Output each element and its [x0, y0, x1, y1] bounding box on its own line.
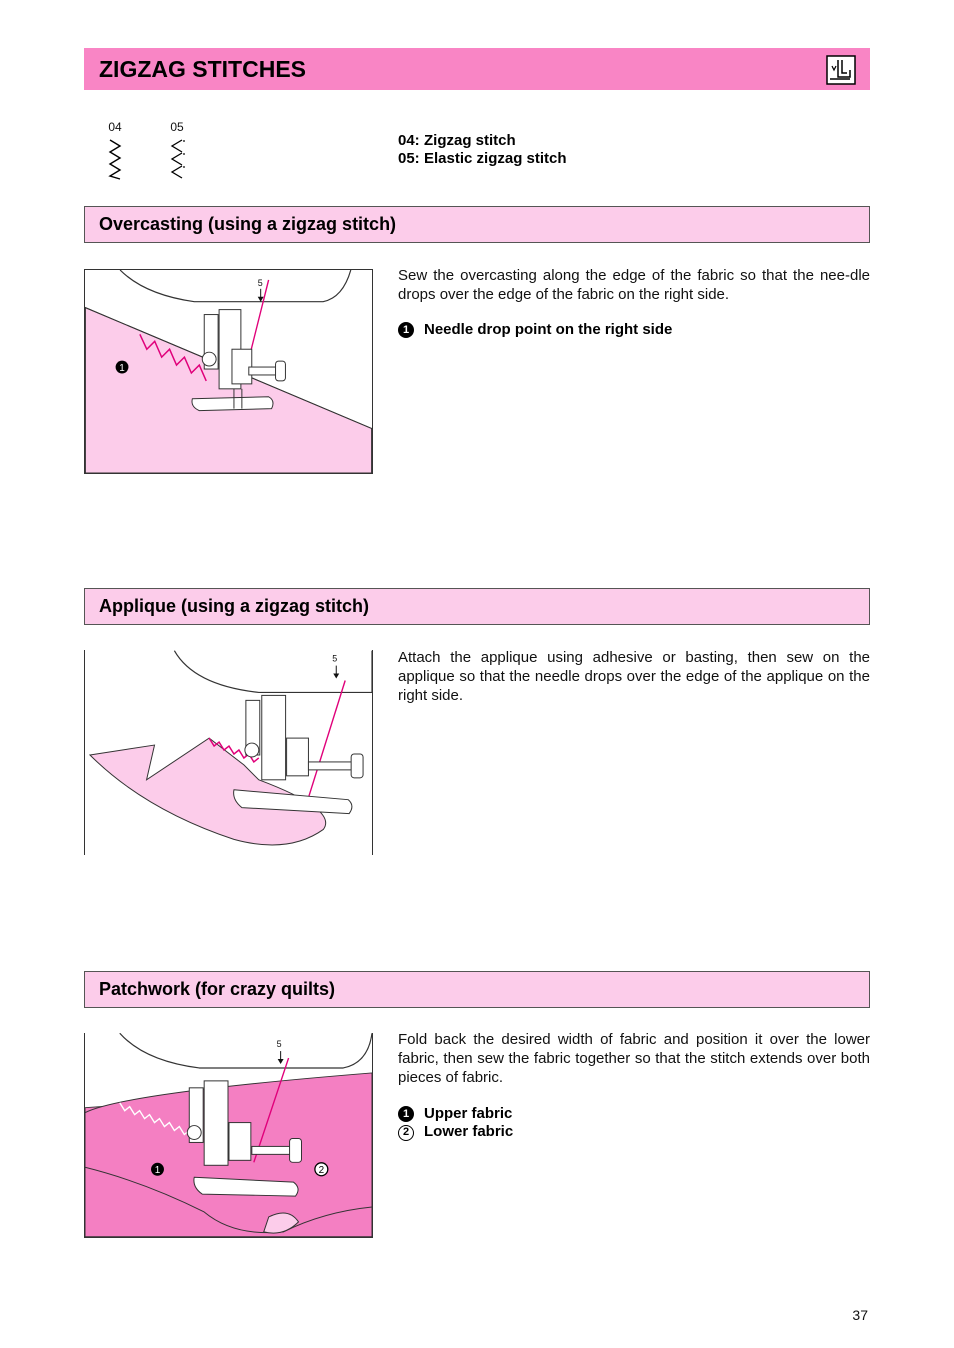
- section-heading-applique: [84, 588, 870, 625]
- overcasting-illustration: [84, 269, 373, 474]
- callout-number: 1: [398, 322, 414, 338]
- page-title: ZIGZAG STITCHES: [99, 56, 306, 82]
- page-number: 37: [852, 1307, 868, 1323]
- stitch-04: [100, 120, 130, 180]
- zigzag-stitch-icon: [107, 138, 123, 180]
- stitch-05: [162, 120, 192, 180]
- stitch-number: 04: [108, 120, 122, 134]
- callout-2-marker: 2: [318, 1165, 325, 1177]
- callout-needle-drop: [398, 321, 672, 338]
- section-title: Overcasting (using a zigzag stitch): [99, 214, 397, 234]
- stitch-number: 05: [170, 120, 184, 134]
- legend-label: Zigzag stitch: [424, 132, 516, 149]
- legend-code: 05:: [398, 150, 420, 167]
- callout-upper-fabric: [398, 1105, 512, 1122]
- legend-item: [398, 150, 567, 167]
- applique-instructions: Attach the applique using adhesive or basting, then sew on the applique so that the needle drops over the edge of the applique on the right side.: [398, 649, 870, 704]
- section-title: Patchwork (for crazy quilts): [99, 979, 336, 999]
- applique-illustration: [84, 650, 373, 855]
- callout-label: Needle drop point on the right side: [424, 321, 673, 338]
- callout-1-marker: 1: [154, 1165, 161, 1177]
- section-heading-patchwork: [84, 971, 870, 1008]
- needle-position-label: 5: [276, 1039, 282, 1050]
- legend-label: Elastic zigzag stitch: [424, 150, 567, 167]
- callout-label: Upper fabric: [424, 1105, 513, 1122]
- overcasting-instructions: Sew the overcasting along the edge of the fabric so that the nee-dle drops over the edge of the fabric on the right side.: [398, 267, 870, 303]
- section-title: Applique (using a zigzag stitch): [99, 596, 369, 616]
- callout-lower-fabric: [398, 1123, 513, 1141]
- presser-foot-icon: [826, 55, 856, 85]
- callout-number: 1: [398, 1106, 414, 1122]
- elastic-zigzag-stitch-icon: [168, 138, 186, 180]
- callout-1-marker: 1: [119, 363, 125, 375]
- callout-number: 2: [398, 1125, 414, 1141]
- legend-item: [398, 132, 516, 149]
- section-heading-overcasting: [84, 206, 870, 243]
- legend-code: 04:: [398, 132, 420, 149]
- patchwork-illustration: [84, 1033, 373, 1238]
- needle-position-label: 5: [332, 653, 338, 664]
- page-header: [84, 48, 870, 90]
- callout-label: Lower fabric: [424, 1123, 514, 1140]
- needle-position-label: 5: [257, 277, 263, 288]
- patchwork-instructions: Fold back the desired width of fabric and position it over the lower fabric, then sew the fabric together so that the stitch extends over both pieces of fabric.: [398, 1031, 870, 1086]
